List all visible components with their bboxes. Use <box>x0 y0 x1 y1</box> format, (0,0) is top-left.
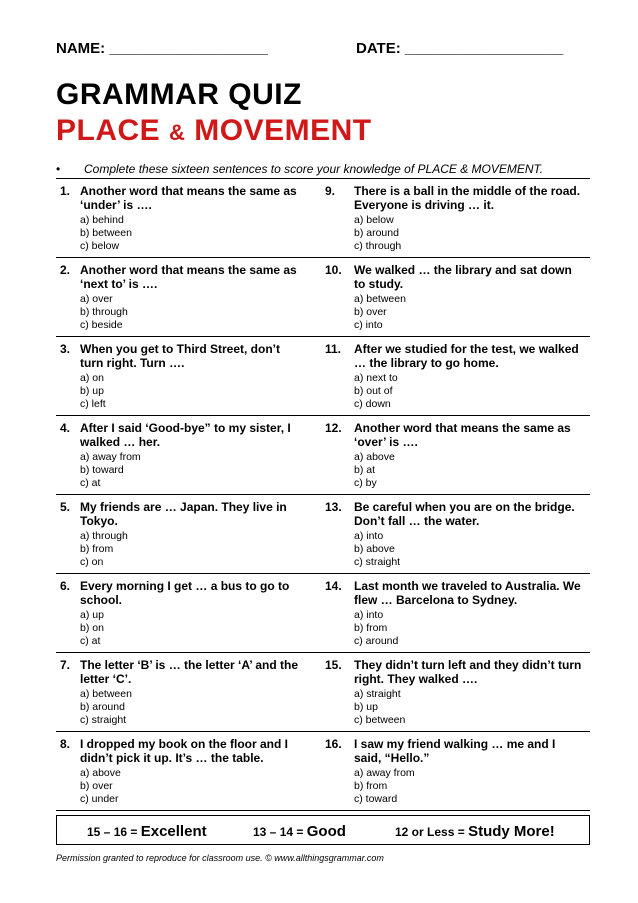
answer-option[interactable]: b) up <box>354 701 378 713</box>
answer-option[interactable]: b) toward <box>80 464 124 476</box>
answer-option[interactable]: b) from <box>354 622 388 634</box>
question-item <box>323 416 590 494</box>
question-text: We walked … the library and sat down to study. <box>354 263 572 291</box>
answer-option[interactable]: c) below <box>80 240 120 252</box>
score-good <box>253 823 346 840</box>
question-text: The letter ‘B’ is … the letter ‘A’ and the letter ‘C’. <box>80 658 299 686</box>
answer-options <box>354 688 590 727</box>
score-label: Excellent <box>140 823 207 840</box>
date-field[interactable]: DATE: ___________________ <box>356 40 564 57</box>
question-text: After I said ‘Good-bye” to my sister, I walked … her. <box>80 421 291 449</box>
answer-option[interactable]: b) over <box>354 306 387 318</box>
question-row <box>56 732 590 811</box>
question-text: Another word that means the same as ‘over’ is …. <box>354 421 571 449</box>
answer-option[interactable]: b) above <box>354 543 395 555</box>
question-number: 14. <box>325 579 342 593</box>
question-item <box>323 337 590 415</box>
question-text: Be careful when you are on the bridge. Don’t fall … the water. <box>354 500 575 528</box>
question-text: They didn’t turn left and they didn’t turn right. They walked …. <box>354 658 582 686</box>
question-number: 6. <box>60 579 71 593</box>
answer-option[interactable]: b) around <box>80 701 125 713</box>
score-range: 12 or Less = <box>395 825 465 839</box>
question-number: 4. <box>60 421 71 435</box>
question-number: 5. <box>60 500 71 514</box>
question-item <box>323 732 590 810</box>
question-text: Last month we traveled to Australia. We flew … Barcelona to Sydney. <box>354 579 581 607</box>
score-label: Study More! <box>468 823 555 840</box>
score-excellent <box>87 823 207 840</box>
answer-option[interactable]: c) straight <box>354 556 401 568</box>
answer-option[interactable]: b) through <box>80 306 128 318</box>
question-number: 15. <box>325 658 342 672</box>
instruction-text: Complete these sixteen sentences to score your knowledge of PLACE & MOVEMENT. <box>84 162 544 176</box>
answer-option[interactable]: c) on <box>80 556 104 568</box>
answer-options <box>80 214 323 253</box>
answer-option[interactable]: a) between <box>354 293 406 305</box>
question-text: There is a ball in the middle of the road. Everyone is driving … it. <box>354 184 581 212</box>
question-row <box>56 416 590 495</box>
answer-option[interactable]: b) out of <box>354 385 393 397</box>
question-item <box>323 574 590 652</box>
question-text: After we studied for the test, we walked … the library to go home. <box>354 342 579 370</box>
page-title: GRAMMAR QUIZ <box>56 78 302 111</box>
question-number: 9. <box>325 184 336 198</box>
answer-option[interactable]: c) beside <box>80 319 123 331</box>
answer-options <box>354 451 590 490</box>
answer-option[interactable]: b) over <box>80 780 113 792</box>
answer-option[interactable]: c) into <box>354 319 383 331</box>
answer-options <box>354 293 590 332</box>
question-text: Another word that means the same as ‘under’ is …. <box>80 184 297 212</box>
question-number: 3. <box>60 342 71 356</box>
question-item <box>56 495 323 573</box>
answer-option[interactable]: c) between <box>354 714 406 726</box>
answer-option[interactable]: a) below <box>354 214 394 226</box>
answer-option[interactable]: c) through <box>354 240 402 252</box>
answer-option[interactable]: a) above <box>354 451 395 463</box>
answer-option[interactable]: c) around <box>354 635 399 647</box>
answer-option[interactable]: a) above <box>80 767 121 779</box>
answer-option[interactable]: a) next to <box>354 372 398 384</box>
answer-option[interactable]: a) through <box>80 530 128 542</box>
answer-options <box>80 530 323 569</box>
score-range: 13 – 14 = <box>253 825 304 839</box>
question-row <box>56 258 590 337</box>
answer-option[interactable]: a) between <box>80 688 132 700</box>
score-study <box>395 823 555 840</box>
question-item <box>56 732 323 810</box>
name-field[interactable]: NAME: ___________________ <box>56 40 268 57</box>
subtitle-part1: PLACE <box>56 114 161 147</box>
answer-option[interactable]: a) away from <box>80 451 141 463</box>
answer-option[interactable]: b) from <box>80 543 114 555</box>
answer-options <box>80 688 323 727</box>
question-number: 12. <box>325 421 342 435</box>
answer-option[interactable]: b) around <box>354 227 399 239</box>
question-text: My friends are … Japan. They live in Tokyo. <box>80 500 287 528</box>
answer-option[interactable]: c) down <box>354 398 391 410</box>
question-item <box>56 337 323 415</box>
answer-option[interactable]: b) up <box>80 385 104 397</box>
question-number: 8. <box>60 737 71 751</box>
question-text: Another word that means the same as ‘next to’ is …. <box>80 263 297 291</box>
question-number: 11. <box>325 342 342 356</box>
answer-option[interactable]: a) on <box>80 372 104 384</box>
answer-option[interactable]: b) at <box>354 464 376 476</box>
question-item <box>56 179 323 257</box>
answer-option[interactable]: a) up <box>80 609 104 621</box>
question-item <box>56 574 323 652</box>
answer-option[interactable]: a) into <box>354 530 384 542</box>
answer-options <box>80 609 323 648</box>
header-row <box>56 40 586 60</box>
question-item <box>323 179 590 257</box>
bullet-icon: • <box>56 162 61 176</box>
question-item <box>323 495 590 573</box>
question-row <box>56 337 590 416</box>
question-item <box>323 258 590 336</box>
question-number: 16. <box>325 737 342 751</box>
answer-option[interactable]: c) toward <box>354 793 398 805</box>
answer-options <box>354 530 590 569</box>
question-text: I saw my friend walking … me and I said, “Hello.” <box>354 737 556 765</box>
page-subtitle <box>56 114 372 148</box>
question-text: Every morning I get … a bus to go to school. <box>80 579 290 607</box>
answer-options <box>80 372 323 411</box>
answer-option[interactable]: c) by <box>354 477 377 489</box>
answer-options <box>354 372 590 411</box>
question-item <box>56 416 323 494</box>
question-item <box>323 653 590 731</box>
score-label: Good <box>306 823 346 840</box>
question-row <box>56 653 590 732</box>
footer-permission: Permission granted to reproduce for classroom use. © www.allthingsgrammar.com <box>56 853 384 863</box>
answer-option[interactable]: a) into <box>354 609 384 621</box>
answer-options <box>354 609 590 648</box>
question-number: 13. <box>325 500 342 514</box>
question-row <box>56 574 590 653</box>
answer-option[interactable]: c) left <box>80 398 106 410</box>
question-text: When you get to Third Street, don’t turn right. Turn …. <box>80 342 280 370</box>
answer-option[interactable]: c) under <box>80 793 119 805</box>
question-item <box>56 258 323 336</box>
answer-option[interactable]: a) over <box>80 293 113 305</box>
question-grid <box>56 178 590 811</box>
answer-option[interactable]: c) at <box>80 477 101 489</box>
answer-options <box>80 767 323 806</box>
instruction <box>56 162 596 176</box>
question-item <box>56 653 323 731</box>
answer-option[interactable]: b) on <box>80 622 104 634</box>
question-number: 10. <box>325 263 342 277</box>
answer-option[interactable]: a) behind <box>80 214 124 226</box>
score-box <box>56 815 590 845</box>
answer-option[interactable]: a) straight <box>354 688 401 700</box>
answer-option[interactable]: b) between <box>80 227 132 239</box>
question-text: I dropped my book on the floor and I didn’t pick it up. It’s … the table. <box>80 737 288 765</box>
subtitle-part2: MOVEMENT <box>194 114 372 147</box>
question-number: 7. <box>60 658 71 672</box>
question-number: 2. <box>60 263 71 277</box>
answer-options <box>354 767 590 806</box>
question-row <box>56 495 590 574</box>
answer-option[interactable]: c) straight <box>80 714 127 726</box>
question-row <box>56 179 590 258</box>
answer-option[interactable]: c) at <box>80 635 101 647</box>
answer-option[interactable]: b) from <box>354 780 388 792</box>
question-number: 1. <box>60 184 71 198</box>
score-range: 15 – 16 = <box>87 825 138 839</box>
answer-options <box>80 451 323 490</box>
subtitle-amp: & <box>169 120 186 145</box>
answer-option[interactable]: a) away from <box>354 767 415 779</box>
answer-options <box>80 293 323 332</box>
answer-options <box>354 214 590 253</box>
